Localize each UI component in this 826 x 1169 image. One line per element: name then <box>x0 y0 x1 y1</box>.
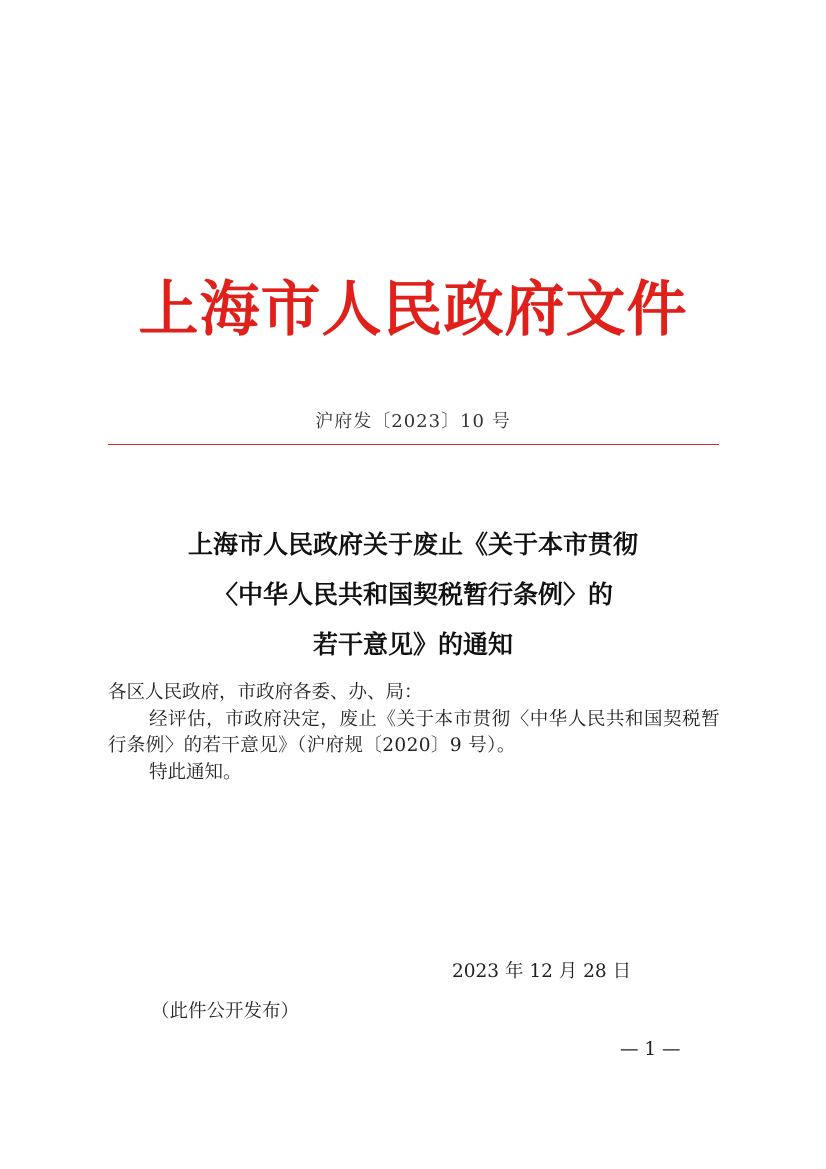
issue-date: 2023 年 12 月 28 日 <box>452 961 632 982</box>
title-line-3: 若干意见》的通知 <box>312 630 513 659</box>
document-title <box>0 520 826 670</box>
title-line-1: 上海市人民政府关于废止《关于本市贯彻 <box>187 530 638 559</box>
red-divider-line <box>108 444 719 445</box>
closing-line: 特此通知。 <box>149 762 242 783</box>
document-masthead: 上海市人民政府文件 <box>138 275 688 345</box>
title-line-2: 〈中华人民共和国契税暂行条例〉的 <box>212 580 613 609</box>
body-paragraph: 经评估，市政府决定，废止《关于本市贯彻〈中华人民共和国契税暂行条例〉的若干意见》（沪府规〔2020〕9 号）。 <box>108 709 720 756</box>
addressee-line: 各区人民政府，市政府各委、办、局： <box>108 682 423 703</box>
page-number: — 1 — <box>620 1039 681 1060</box>
publication-note: （此件公开发布） <box>151 1001 300 1022</box>
document-number: 沪府发〔2023〕10 号 <box>315 411 511 432</box>
